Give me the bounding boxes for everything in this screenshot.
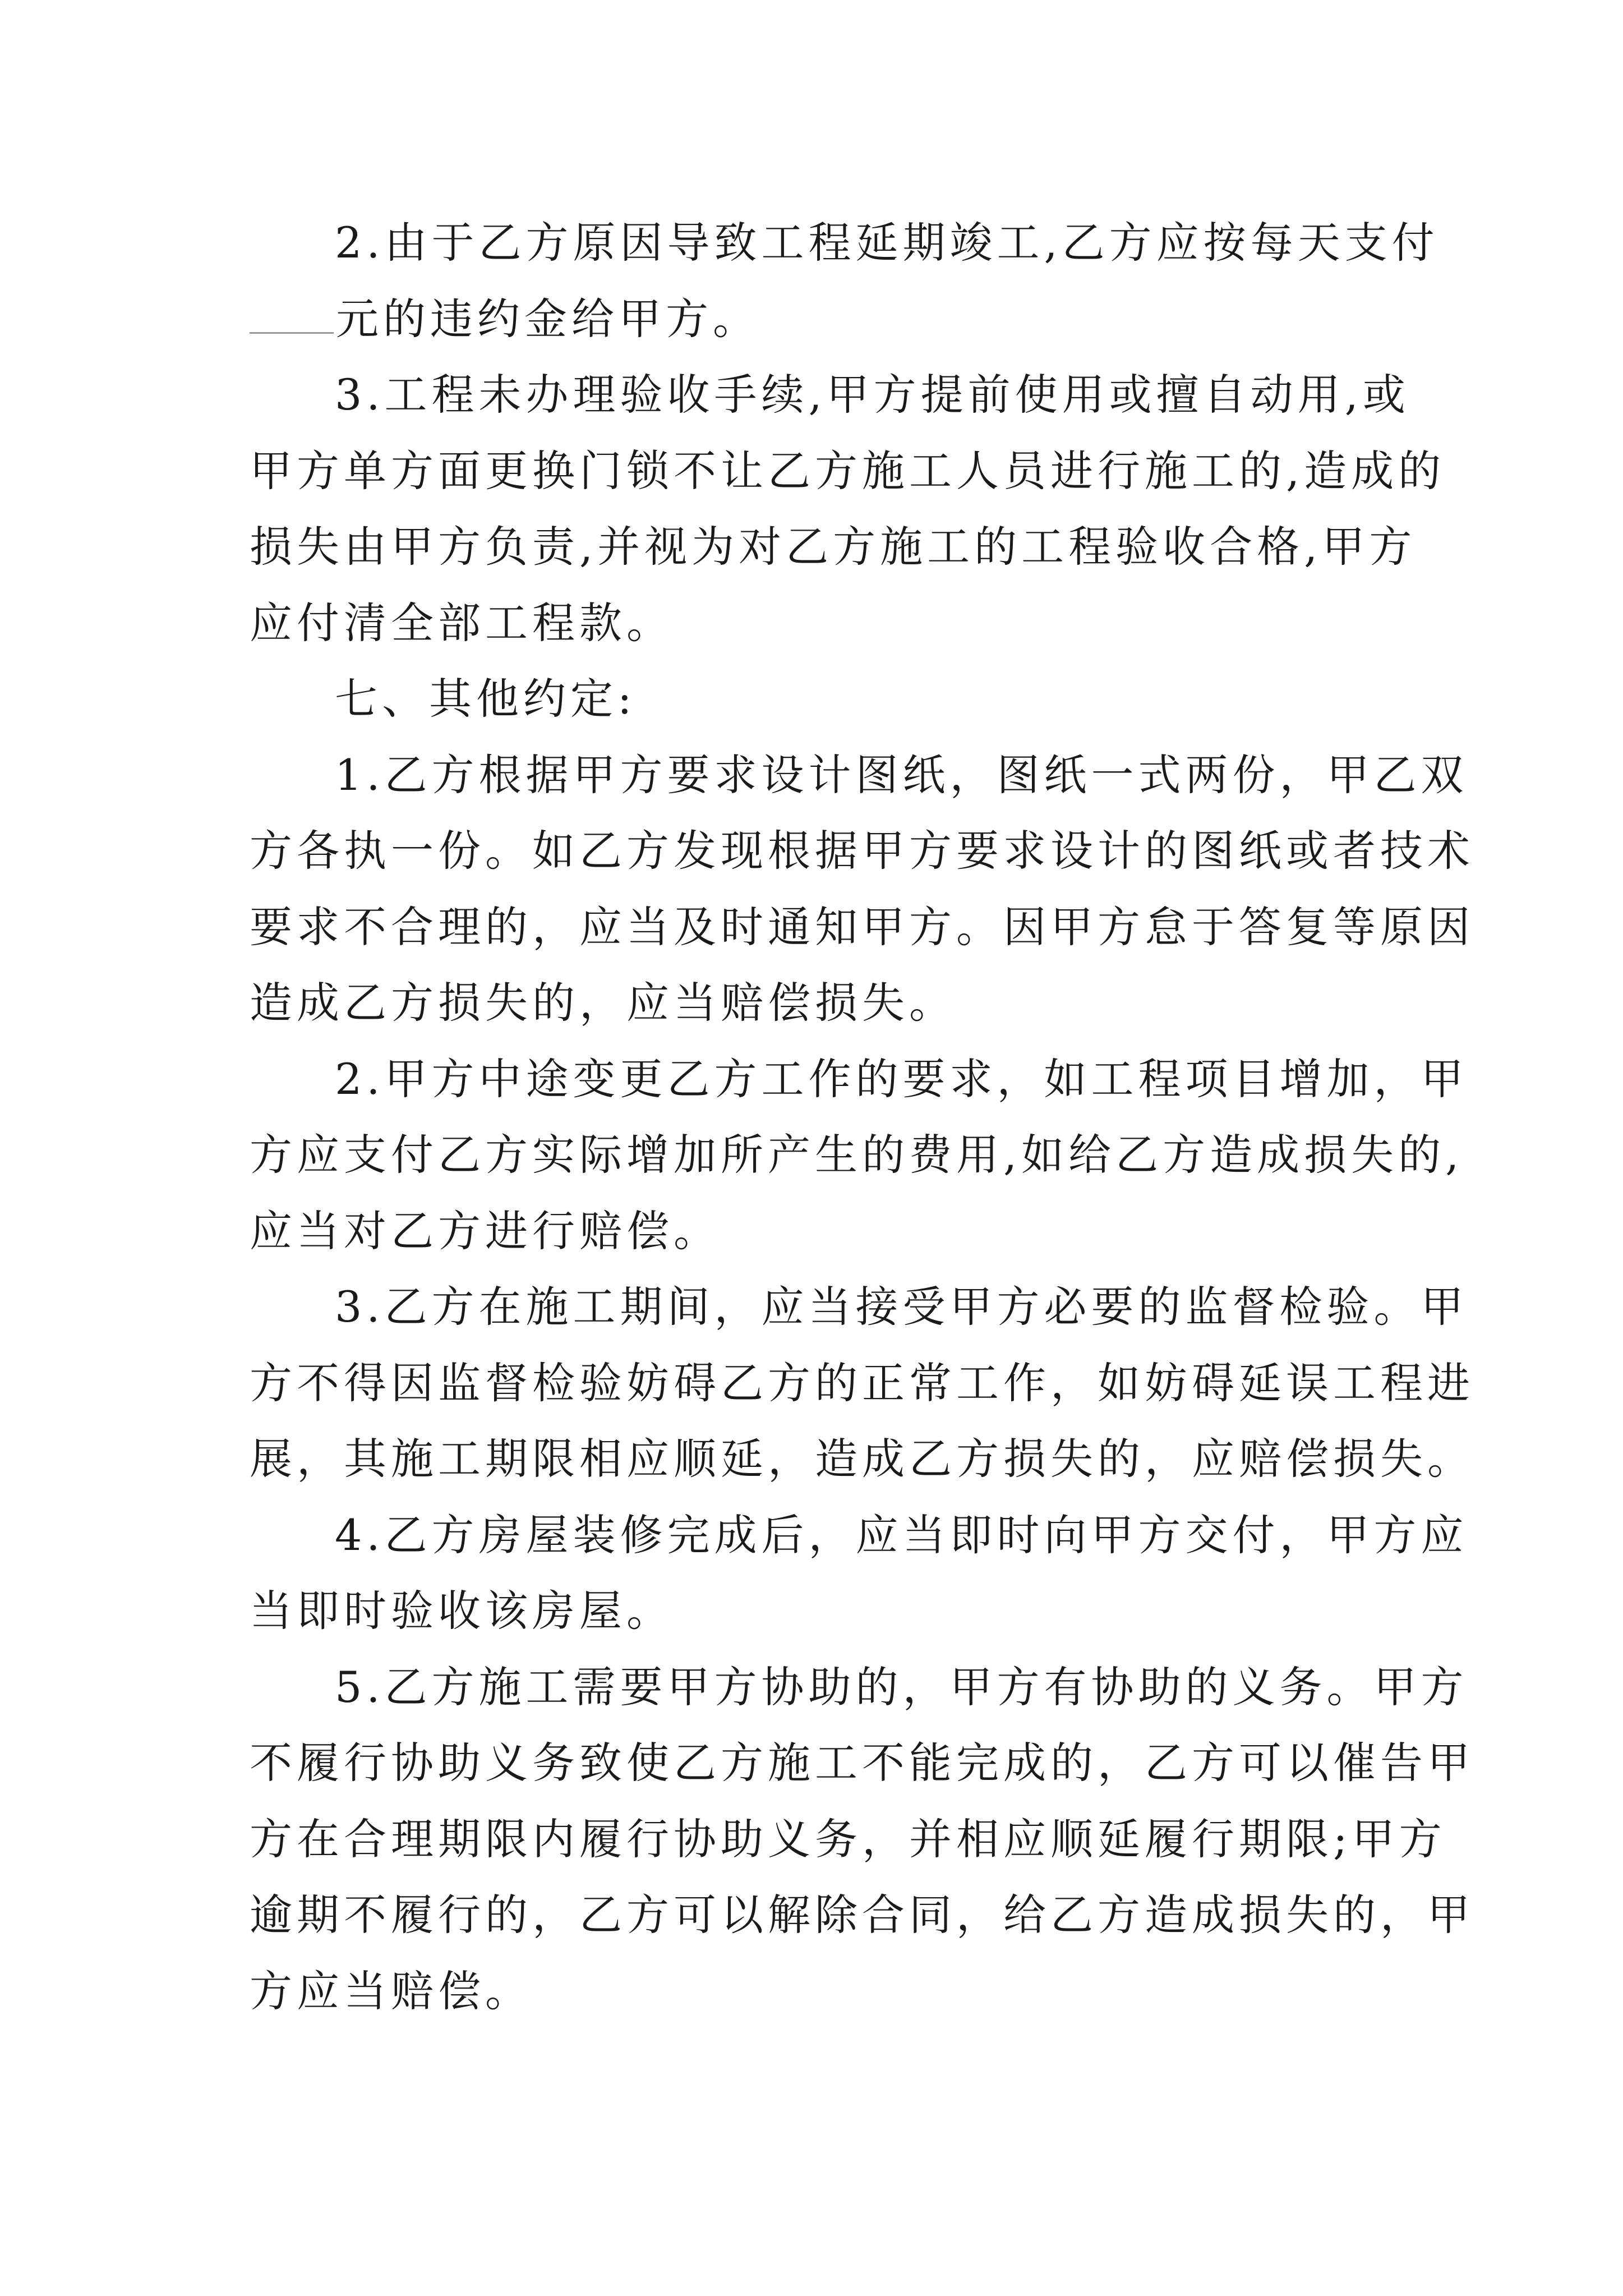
- text-line: 甲方单方面更换门锁不让乙方施工人员进行施工的,造成的: [250, 445, 1446, 496]
- fill-in-blank: [250, 300, 334, 334]
- text-line: 展，其施工期限相应顺延，造成乙方损失的，应赔偿损失。: [250, 1434, 1474, 1484]
- text-line: 方应当赔偿。: [250, 1966, 532, 2016]
- section-heading: 七、其他约定:: [335, 674, 637, 724]
- text-line: 损失由甲方负责,并视为对乙方施工的工程验收合格,甲方: [250, 522, 1417, 572]
- text-line: 2.甲方中途变更乙方工作的要求，如工程项目增加，甲: [335, 1053, 1468, 1104]
- text-line: 方不得因监督检验妨碍乙方的正常工作，如妨碍延误工程进: [250, 1358, 1474, 1408]
- text-line: 要求不合理的，应当及时通知甲方。因甲方怠于答复等原因: [250, 901, 1474, 952]
- document-body: [250, 205, 1474, 2029]
- text-line-with-blank: [250, 281, 1405, 357]
- text-line: 3.乙方在施工期间，应当接受甲方必要的监督检验。甲: [335, 1282, 1468, 1332]
- text-line: 应付清全部工程款。: [250, 597, 674, 648]
- text-line: 逾期不履行的，乙方可以解除合同，给乙方造成损失的，甲: [250, 1890, 1474, 1940]
- text-line: 方应支付乙方实际增加所产生的费用,如给乙方造成损失的,: [250, 1130, 1464, 1180]
- text-line: 4.乙方房屋装修完成后，应当即时向甲方交付，甲方应: [335, 1510, 1468, 1560]
- text-line: 1.乙方根据甲方要求设计图纸，图纸一式两份，甲乙双: [335, 749, 1468, 800]
- text-line: 不履行协助义务致使乙方施工不能完成的，乙方可以催告甲: [250, 1738, 1474, 1788]
- text-line: 当即时验收该房屋。: [250, 1586, 674, 1636]
- text-fragment: 元的违约金给甲方。: [336, 293, 760, 344]
- text-line: 5.乙方施工需要甲方协助的，甲方有协助的义务。甲方: [335, 1662, 1468, 1712]
- text-line: 2.由于乙方原因导致工程延期竣工,乙方应按每天支付: [335, 218, 1439, 268]
- text-line: 方各执一份。如乙方发现根据甲方要求设计的图纸或者技术: [250, 826, 1474, 876]
- text-line: 3.工程未办理验收手续,甲方提前使用或擅自动用,或: [335, 370, 1410, 420]
- text-line: 造成乙方损失的，应当赔偿损失。: [250, 978, 956, 1028]
- text-line: 应当对乙方进行赔偿。: [250, 1205, 721, 1256]
- text-line: 方在合理期限内履行协助义务，并相应顺延履行期限;甲方: [250, 1814, 1446, 1864]
